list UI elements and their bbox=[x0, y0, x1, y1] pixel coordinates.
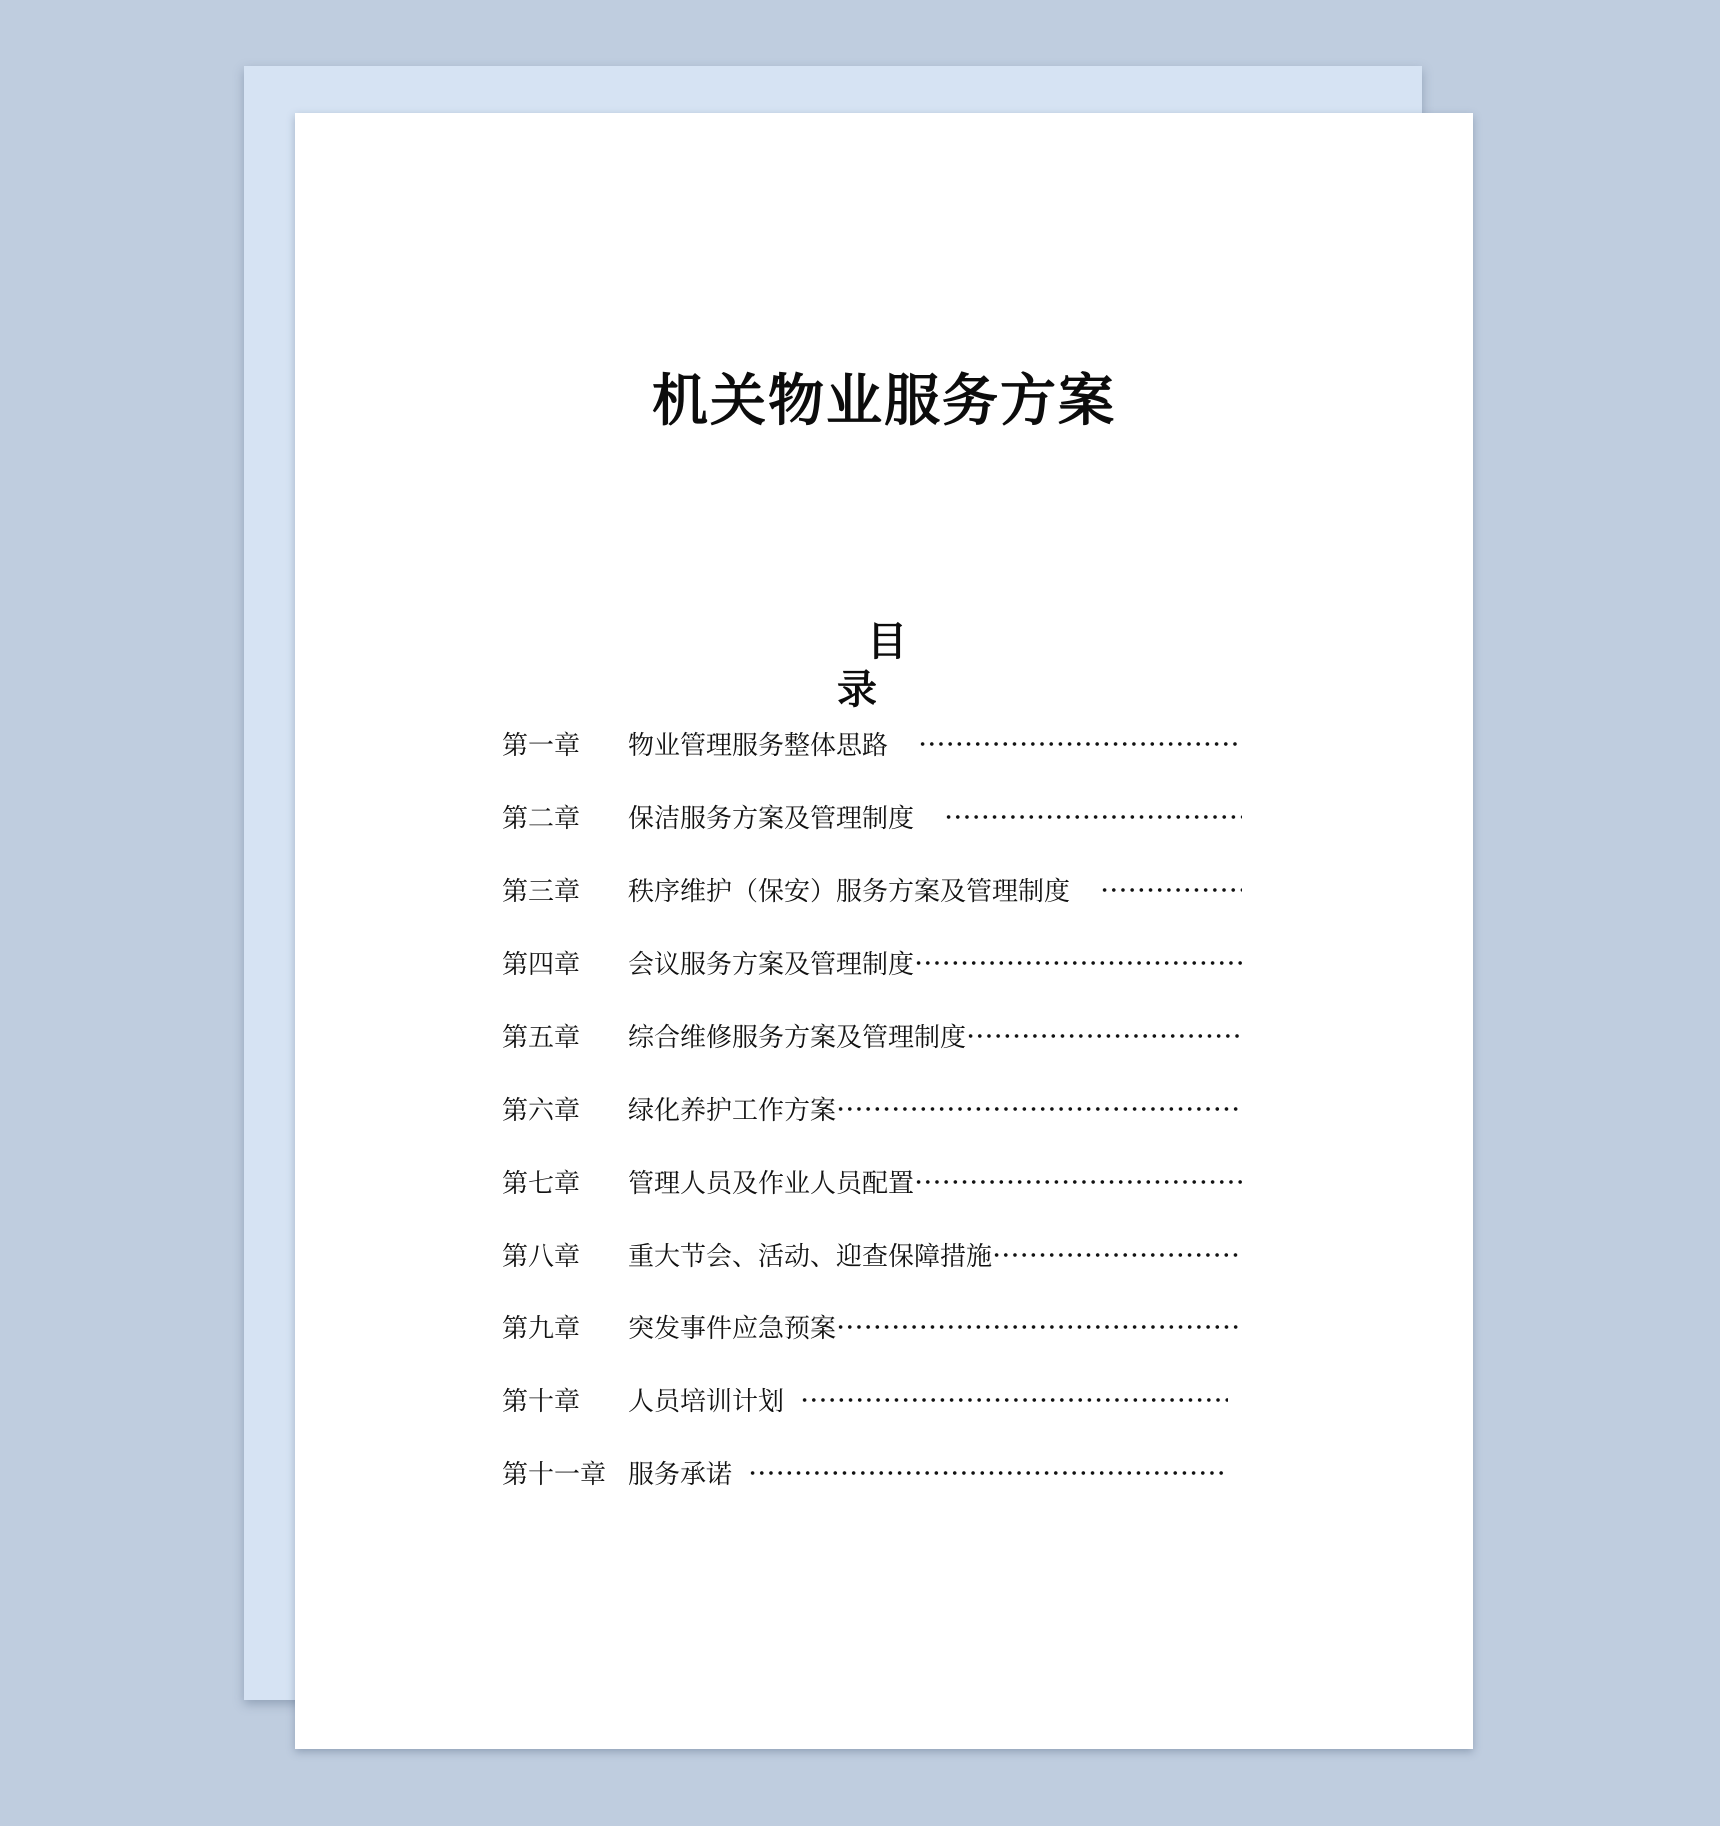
toc-entry-9[interactable] bbox=[502, 1306, 1242, 1346]
toc-dot-leader bbox=[836, 1324, 1242, 1330]
document-page bbox=[295, 113, 1473, 1749]
toc-entry-3[interactable] bbox=[502, 869, 1242, 909]
toc-chapter-number: 第七章 bbox=[502, 1168, 581, 1199]
toc-entry-10[interactable] bbox=[502, 1379, 1228, 1419]
toc-dot-leader bbox=[918, 741, 1242, 747]
toc-dot-leader bbox=[992, 1252, 1242, 1258]
toc-chapter-number: 第三章 bbox=[502, 876, 581, 907]
document-title: 机关物业服务方案 bbox=[652, 369, 1116, 434]
toc-entry-1[interactable] bbox=[502, 723, 1242, 763]
toc-chapter-number: 第十章 bbox=[502, 1386, 581, 1417]
toc-dot-leader bbox=[966, 1033, 1242, 1039]
toc-entry-4[interactable] bbox=[502, 942, 1242, 982]
toc-entry-title: 重大节会、活动、迎查保障措施 bbox=[628, 1241, 993, 1272]
toc-entry-title: 保洁服务方案及管理制度 bbox=[628, 803, 915, 834]
toc-entry-title: 服务承诺 bbox=[628, 1459, 733, 1490]
toc-chapter-number: 第十一章 bbox=[502, 1459, 607, 1490]
toc-entry-title: 秩序维护（保安）服务方案及管理制度 bbox=[628, 876, 1071, 907]
toc-entry-title: 突发事件应急预案 bbox=[628, 1313, 837, 1344]
toc-entry-2[interactable] bbox=[502, 796, 1242, 836]
toc-entry-7[interactable] bbox=[502, 1161, 1242, 1201]
toc-entry-8[interactable] bbox=[502, 1234, 1242, 1274]
toc-entry-title: 综合维修服务方案及管理制度 bbox=[628, 1022, 967, 1053]
toc-heading: 目 录 bbox=[837, 619, 967, 713]
toc-entry-title: 人员培训计划 bbox=[628, 1386, 785, 1417]
toc-chapter-number: 第二章 bbox=[502, 803, 581, 834]
toc-dot-leader bbox=[914, 1179, 1242, 1185]
table-of-contents bbox=[502, 113, 1242, 1749]
toc-dot-leader bbox=[944, 814, 1242, 820]
toc-dot-leader bbox=[836, 1106, 1242, 1112]
toc-entry-11[interactable] bbox=[502, 1452, 1228, 1492]
toc-chapter-number: 第八章 bbox=[502, 1241, 581, 1272]
toc-chapter-number: 第一章 bbox=[502, 730, 581, 761]
toc-dot-leader bbox=[800, 1397, 1228, 1403]
toc-entry-title: 绿化养护工作方案 bbox=[628, 1095, 837, 1126]
toc-dot-leader bbox=[748, 1470, 1228, 1476]
toc-entry-6[interactable] bbox=[502, 1088, 1242, 1128]
toc-dot-leader bbox=[914, 960, 1242, 966]
toc-chapter-number: 第五章 bbox=[502, 1022, 581, 1053]
toc-entry-title: 管理人员及作业人员配置 bbox=[628, 1168, 915, 1199]
toc-chapter-number: 第四章 bbox=[502, 949, 581, 980]
toc-entry-5[interactable] bbox=[502, 1015, 1242, 1055]
toc-chapter-number: 第九章 bbox=[502, 1313, 581, 1344]
toc-dot-leader bbox=[1100, 887, 1242, 893]
toc-entry-title: 物业管理服务整体思路 bbox=[628, 730, 889, 761]
toc-chapter-number: 第六章 bbox=[502, 1095, 581, 1126]
toc-entry-title: 会议服务方案及管理制度 bbox=[628, 949, 915, 980]
